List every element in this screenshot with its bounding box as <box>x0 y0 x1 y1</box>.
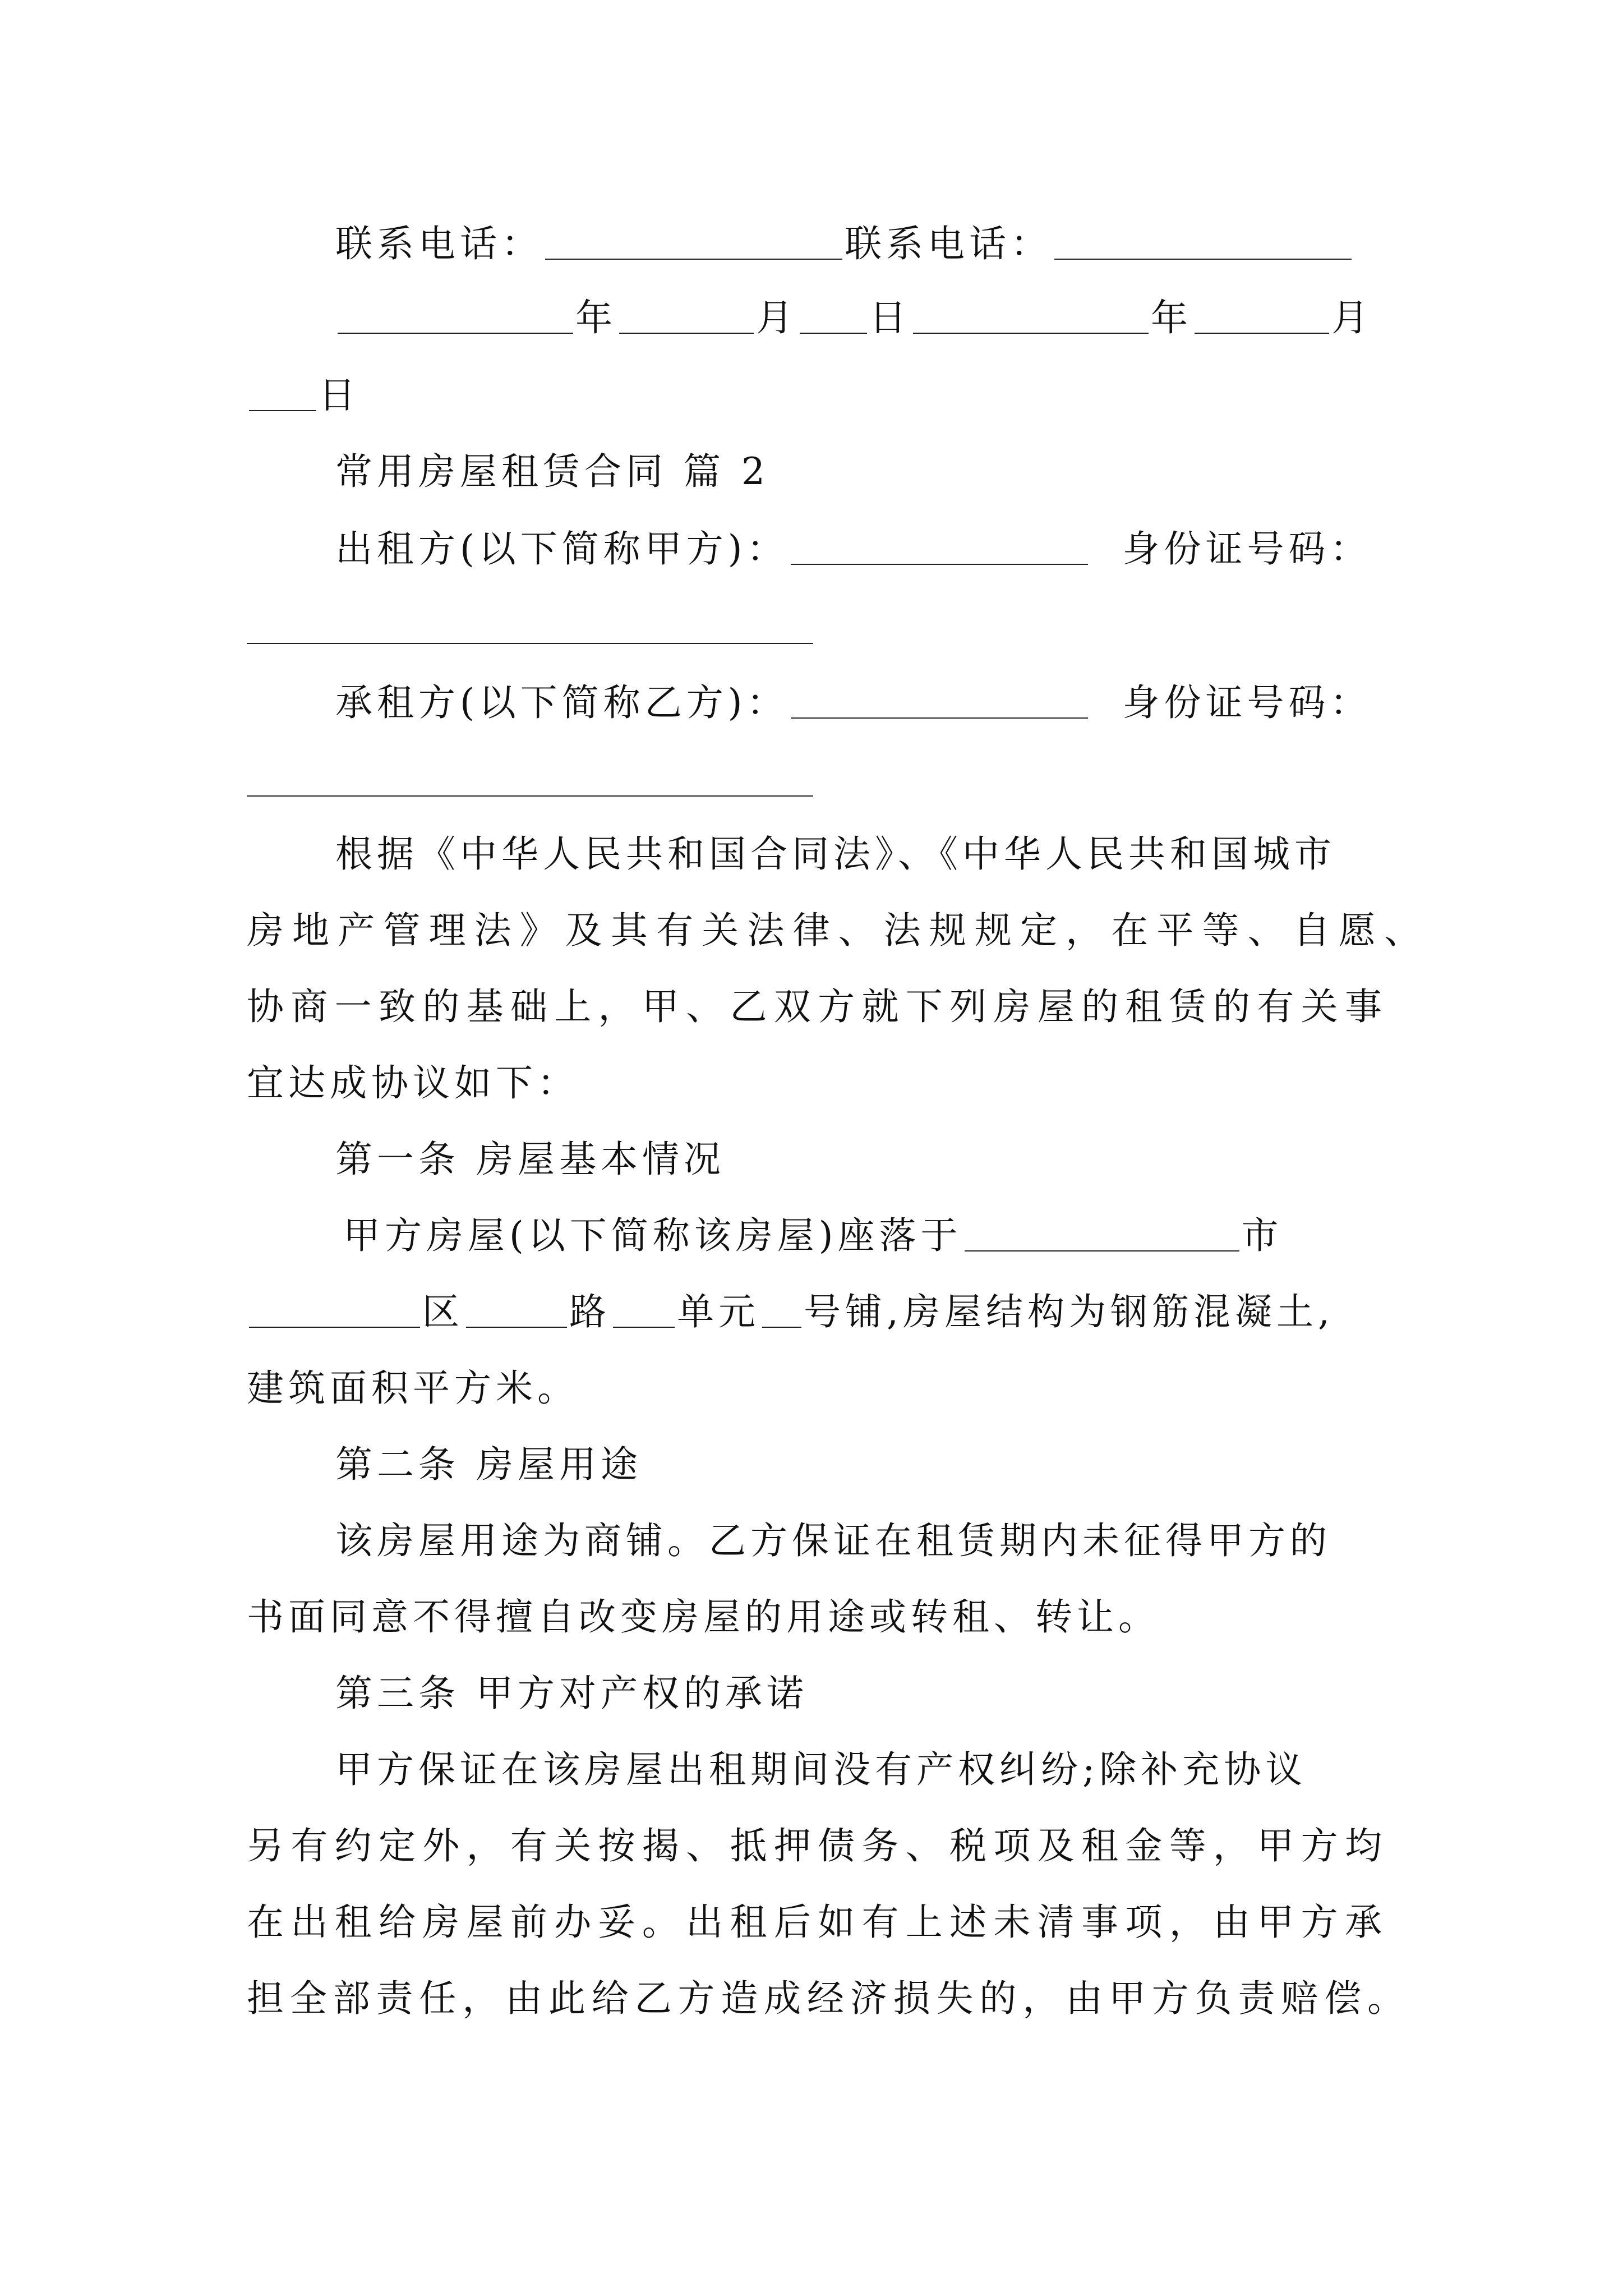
shop-number-blank <box>762 1327 801 1328</box>
city-label: 市 <box>1241 1214 1283 1257</box>
date-line-cont <box>247 374 360 417</box>
lessor-name-blank <box>791 564 1088 565</box>
article3-line-2: 另有约定外，有关按揭、抵押债务、税项及租金等，甲方均 <box>247 1824 1385 1867</box>
contact-phone-label-lessor: 联系电话： <box>335 222 543 265</box>
lessor-label: 出租方(以下简称甲方)： <box>335 527 789 570</box>
contact-phone-blank-lessee <box>1054 259 1352 260</box>
article3-line-4: 担全部责任，由此给乙方造成经济损失的，由甲方负责赔偿。 <box>247 1977 1408 2020</box>
day-label: 日 <box>869 296 911 339</box>
contact-phone-blank-lessor <box>545 259 842 260</box>
year-label: 年 <box>575 296 617 339</box>
lessor-id-label: 身份证号码： <box>1122 527 1372 570</box>
intro-line-1: 根据《中华人民共和国合同法》、《中华人民共和国城市 <box>335 832 1336 876</box>
year-label-2: 年 <box>1151 296 1192 339</box>
date-line <box>335 296 1373 339</box>
road-blank <box>466 1327 567 1328</box>
intro-line-2: 房地产管理法》及其有关法律、法规规定，在平等、自愿、 <box>247 909 1424 952</box>
article3-line-3: 在出租给房屋前办妥。出租后如有上述未清事项，由甲方承 <box>247 1901 1385 1944</box>
article1-line-3: 建筑面积平方米。 <box>247 1366 579 1410</box>
day-blank <box>800 333 867 334</box>
article1-line-1 <box>343 1214 1283 1257</box>
day-label-2: 日 <box>319 374 360 417</box>
shop-structure-text: 号铺,房屋结构为钢筋混凝土, <box>804 1290 1334 1333</box>
article3-line-1: 甲方保证在该房屋出租期间没有产权纠纷;除补充协议 <box>335 1748 1307 1791</box>
year-blank <box>338 333 573 334</box>
article2-line-2: 书面同意不得擅自改变房屋的用途或转租、转让。 <box>247 1595 1160 1639</box>
city-blank <box>965 1250 1239 1251</box>
article1-heading: 第一条 房屋基本情况 <box>335 1138 725 1181</box>
month-blank-2 <box>1195 333 1329 334</box>
district-blank <box>249 1327 420 1328</box>
lessee-id-label: 身份证号码： <box>1122 681 1372 724</box>
day-blank-2 <box>249 410 316 411</box>
lessee-line <box>335 681 1372 724</box>
unit-label: 单元 <box>677 1290 760 1333</box>
intro-line-3: 协商一致的基础上，甲、乙双方就下列房屋的租赁的有关事 <box>247 985 1385 1028</box>
lessee-name-blank <box>791 717 1088 719</box>
contact-phone-line <box>335 222 1354 265</box>
month-label: 月 <box>756 296 797 339</box>
month-blank <box>619 333 754 334</box>
lessor-id-blank <box>247 643 813 644</box>
article2-line-1: 该房屋用途为商铺。乙方保证在租赁期内未征得甲方的 <box>335 1519 1331 1562</box>
year-blank-2 <box>913 333 1149 334</box>
section-title <box>335 450 769 493</box>
district-label: 区 <box>422 1290 464 1333</box>
road-label: 路 <box>569 1290 611 1333</box>
lessor-line <box>335 527 1372 570</box>
article1-line-2 <box>247 1290 1334 1333</box>
article2-heading: 第二条 房屋用途 <box>335 1443 642 1486</box>
intro-line-4: 宜达成协议如下： <box>247 1061 579 1105</box>
contact-phone-label-lessee: 联系电话： <box>845 222 1052 265</box>
article1-location-prefix: 甲方房屋(以下简称该房屋)座落于 <box>343 1214 962 1257</box>
contract-title: 常用房屋租赁合同 <box>335 450 667 493</box>
lessee-label: 承租方(以下简称乙方)： <box>335 681 789 724</box>
unit-blank <box>613 1327 675 1328</box>
lessee-id-blank <box>247 795 813 797</box>
contract-part: 篇 2 <box>683 450 769 493</box>
month-label-2: 月 <box>1331 296 1373 339</box>
article3-heading: 第三条 甲方对产权的承诺 <box>335 1672 808 1715</box>
